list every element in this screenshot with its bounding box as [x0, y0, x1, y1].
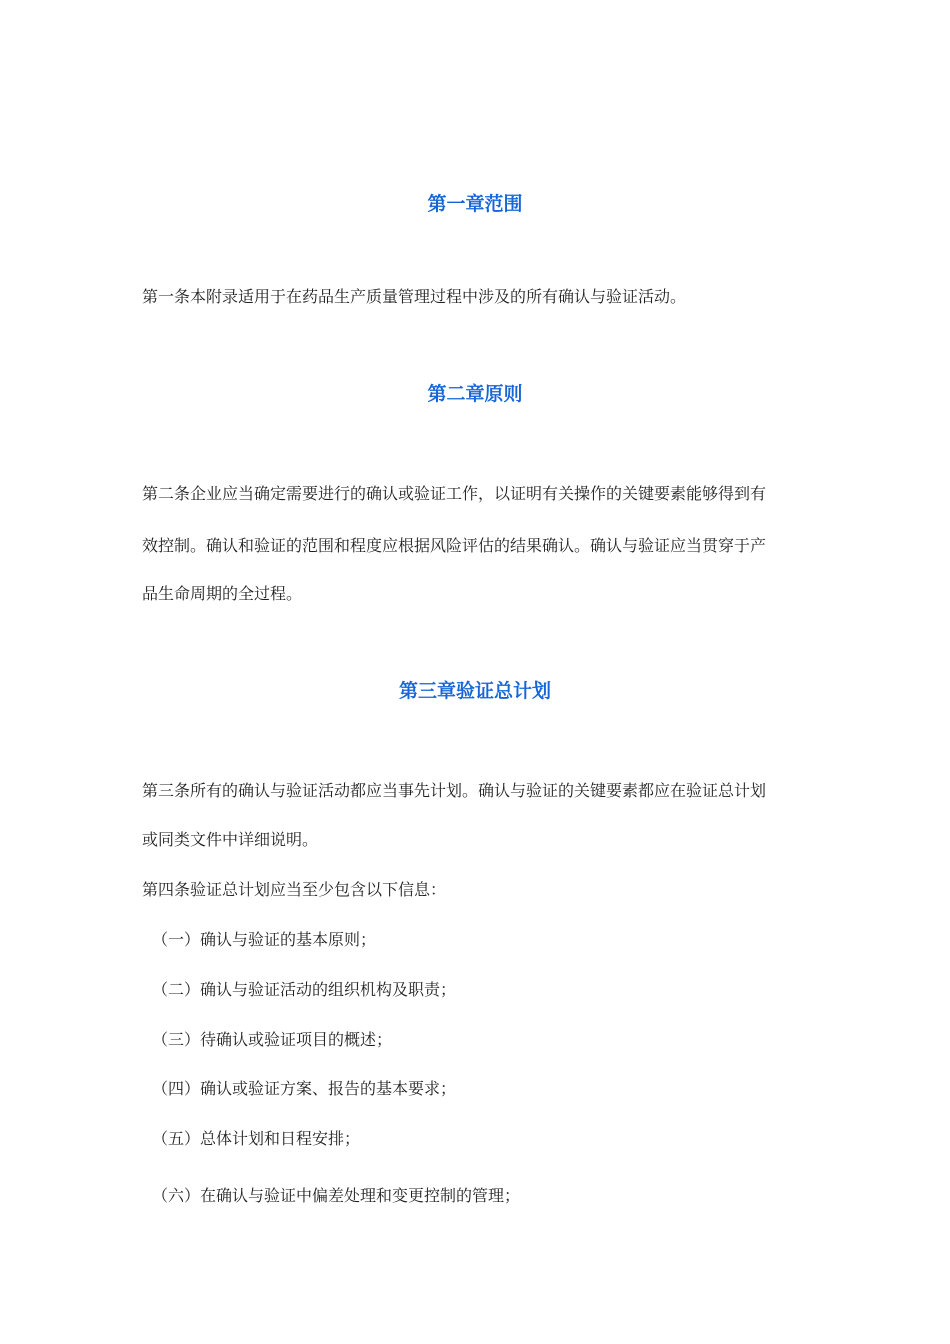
- chapter-1-title: 第一章范围: [427, 193, 523, 215]
- article-2-line-1: 第二条企业应当确定需要进行的确认或验证工作，以证明有关操作的关键要素能够得到有: [142, 484, 767, 503]
- article-4-line-1: 第四条验证总计划应当至少包含以下信息：: [142, 880, 447, 899]
- list-item-3: （三）待确认或验证项目的概述；: [152, 1030, 393, 1049]
- list-item-6: （六）在确认与验证中偏差处理和变更控制的管理；: [152, 1186, 521, 1205]
- list-item-5: （五）总体计划和日程安排；: [152, 1129, 361, 1148]
- article-3-line-1: 第三条所有的确认与验证活动都应当事先计划。确认与验证的关键要素都应在验证总计划: [142, 781, 767, 800]
- list-item-2: （二）确认与验证活动的组织机构及职责；: [152, 980, 457, 999]
- list-item-1: （一）确认与验证的基本原则；: [152, 930, 377, 949]
- article-1-line-1: 第一条本附录适用于在药品生产质量管理过程中涉及的所有确认与验证活动。: [142, 287, 687, 306]
- chapter-3-title: 第三章验证总计划: [398, 680, 551, 702]
- article-2-line-2: 效控制。确认和验证的范围和程度应根据风险评估的结果确认。确认与验证应当贯穿于产: [142, 536, 767, 555]
- article-2-line-3: 品生命周期的全过程。: [142, 584, 303, 603]
- chapter-2-title: 第二章原则: [427, 383, 523, 405]
- article-3-line-2: 或同类文件中详细说明。: [142, 830, 319, 849]
- list-item-4: （四）确认或验证方案、报告的基本要求；: [152, 1079, 457, 1098]
